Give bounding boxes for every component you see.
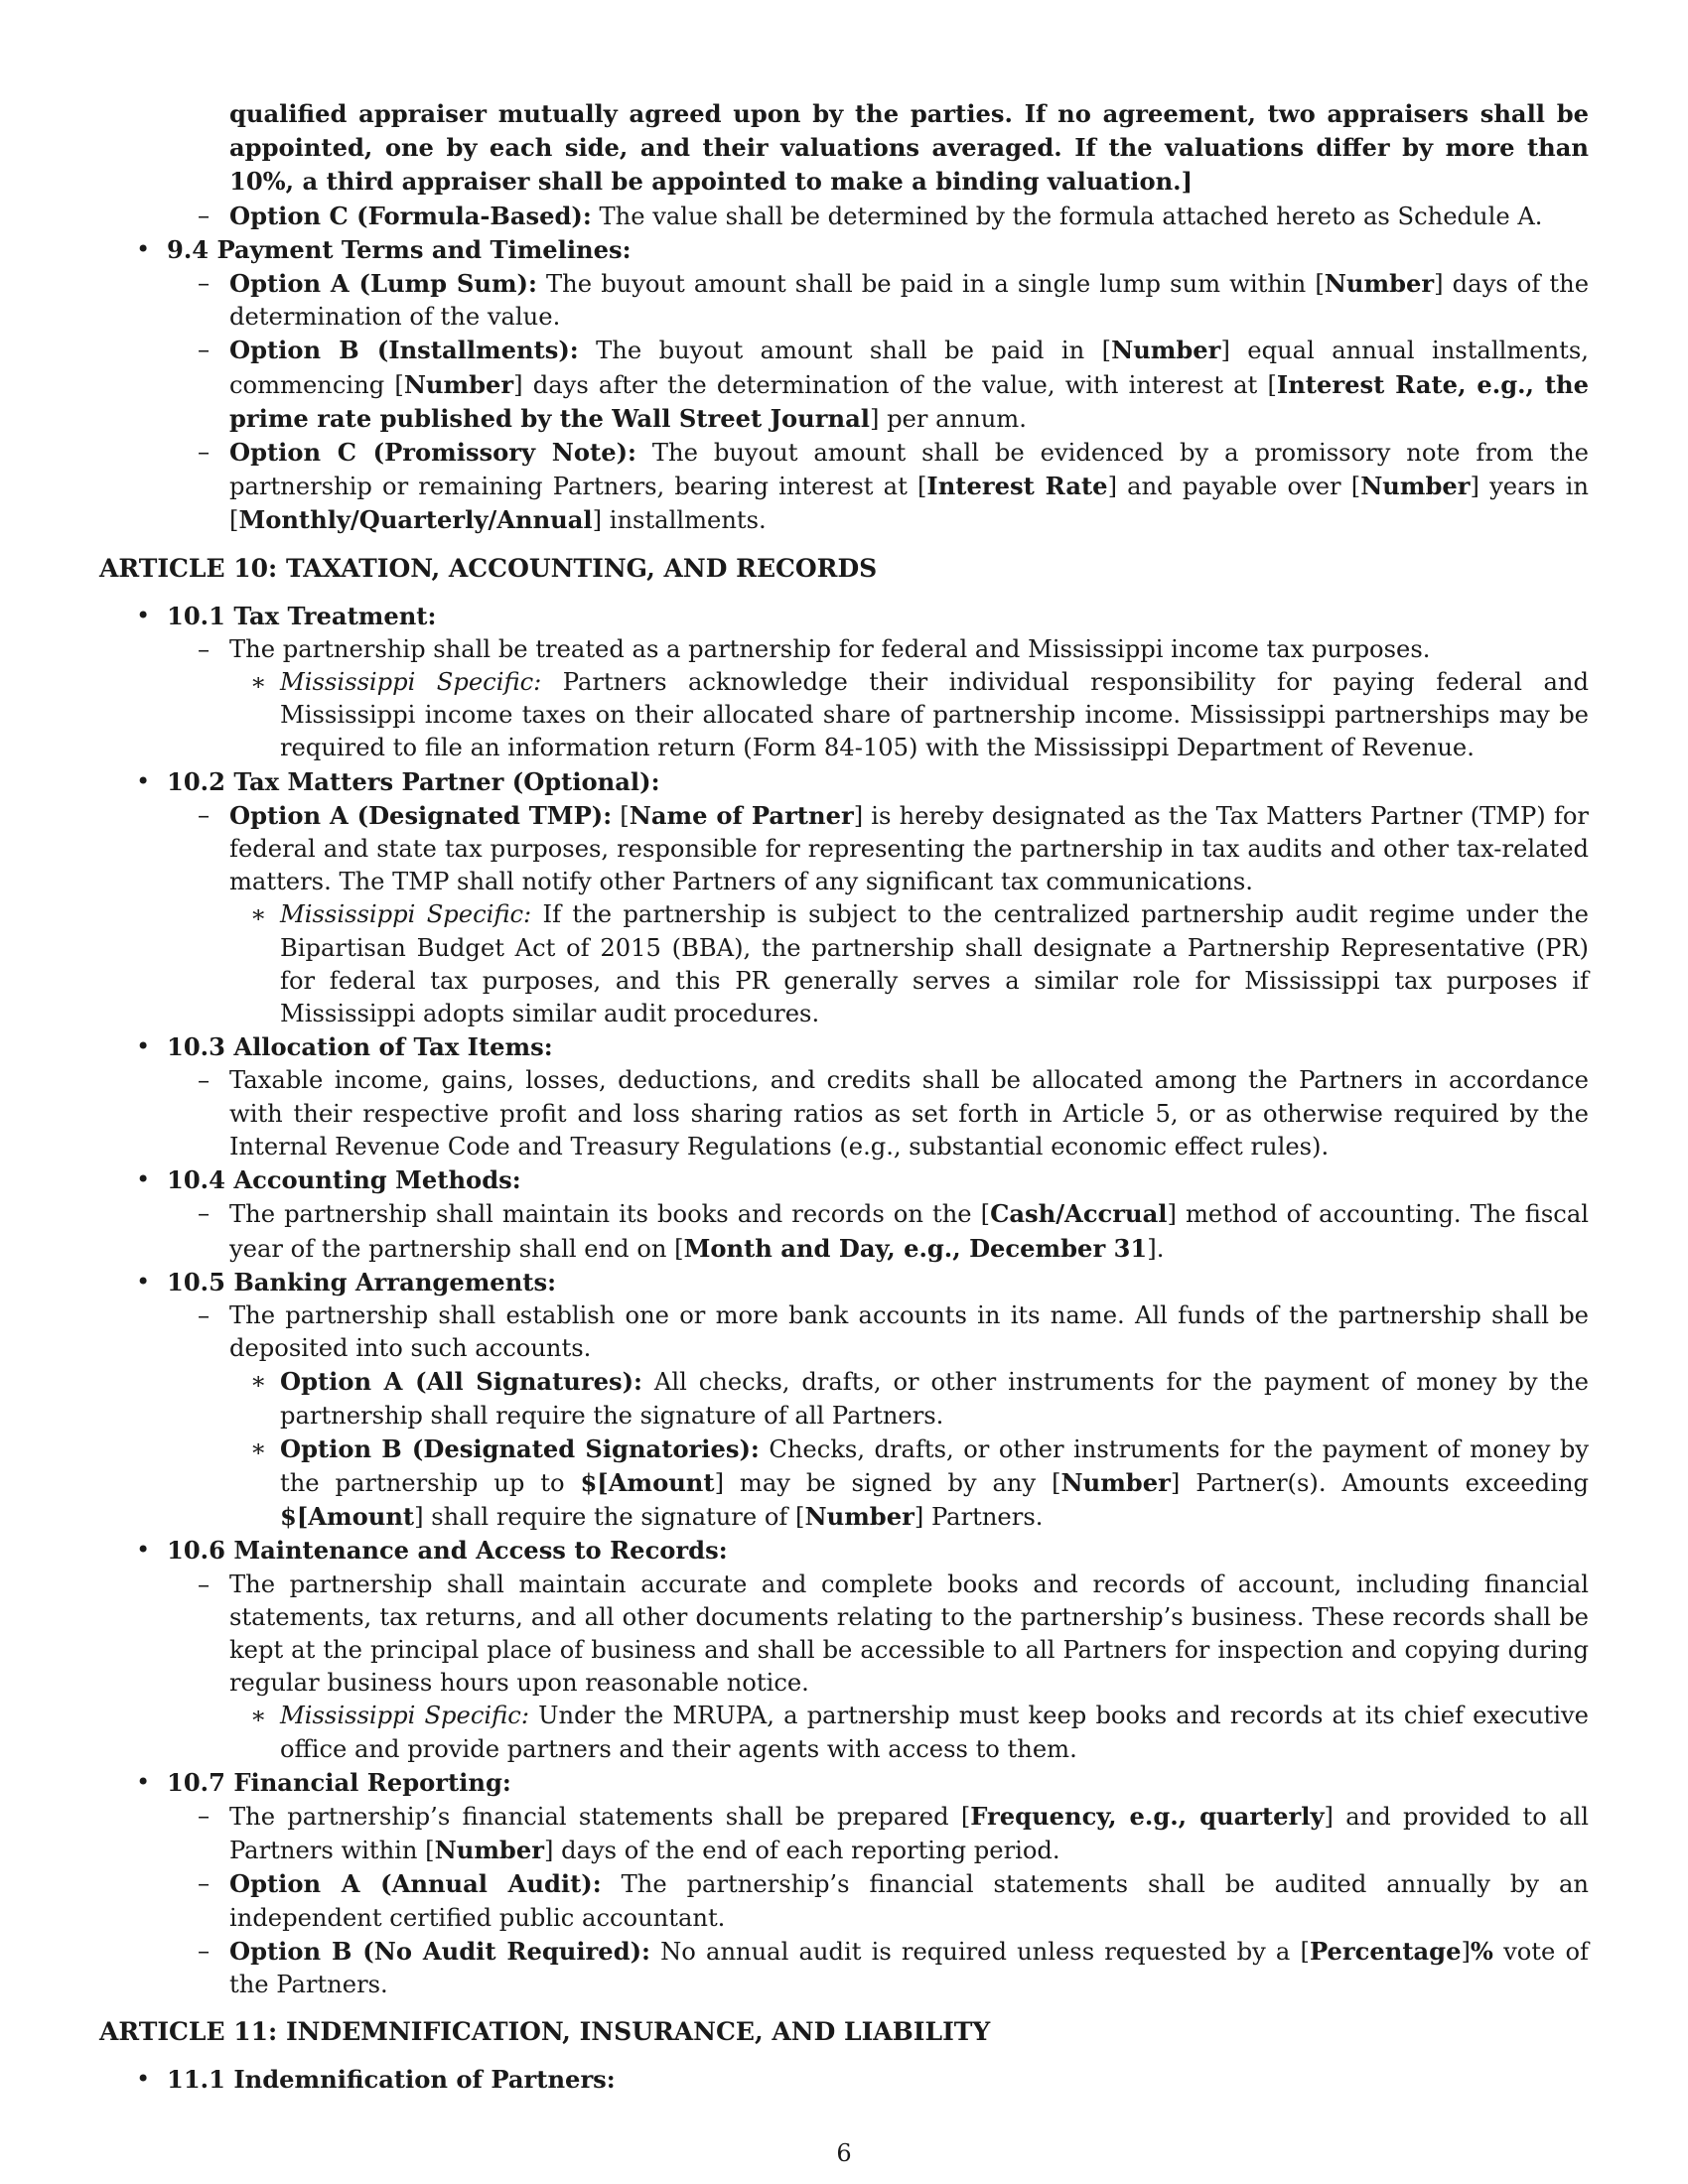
section-9-4-option-c: – Option C (Promissory Note): The buyout amount shall be evidenced by a promissory note from the partnership or remaining Partners, bearing interest at [Interest Rate] and payable over [Number] years in [Monthly/Quarterly/Annual] installments.	[198, 438, 1589, 535]
page-number: 6	[836, 2139, 852, 2167]
section-10-6-mississippi-note: ∗ Mississippi Specific: Under the MRUPA, a partnership must keep books and records at its chief executive office and provide partners and their agents with access to them.	[250, 1702, 1589, 1763]
section-10-3-heading: • 10.3 Allocation of Tax Items:	[136, 1032, 553, 1062]
section-10-5-heading: • 10.5 Banking Arrangements:	[136, 1267, 556, 1297]
section-10-6-heading: • 10.6 Maintenance and Access to Records:	[136, 1536, 728, 1566]
section-10-2-option-a: – Option A (Designated TMP): [Name of Partner] is hereby designated as the Tax Matters Partner (TMP) for federal and state tax purposes, responsible for representing the partnership in tax audits and other tax-related matters. The TMP shall notify other Partners of any significant tax communications.	[198, 800, 1589, 896]
section-10-7-heading: • 10.7 Financial Reporting:	[136, 1767, 511, 1797]
section-10-3-text: – Taxable income, gains, losses, deductions, and credits shall be allocated among the Partners in accordance with their respective profit and loss sharing ratios as set forth in Article 5, or as otherwise required by the Internal Revenue Code and Treasury Regulations (e.g., substantial economic effect rules).	[198, 1066, 1589, 1160]
section-10-2-heading: • 10.2 Tax Matters Partner (Optional):	[136, 766, 660, 796]
option-c-formula: – Option C (Formula-Based): The value shall be determined by the formula attached hereto as Schedule A.	[99, 200, 1589, 233]
section-9-4-option-a: – Option A (Lump Sum): The buyout amount shall be paid in a single lump sum within [Number] days of the determination of the value.	[198, 269, 1590, 332]
section-10-7-text: – The partnership’s financial statements shall be prepared [Frequency, e.g., quarterly] and provided to all Partners within [Number] days of the end of each reporting period.	[198, 1801, 1589, 1865]
section-9-4-option-b: – Option B (Installments): The buyout amount shall be paid in [Number] equal annual installments, commencing [Number] days after the determination of the value, with interest at [Interest Rate, e.g., the prime rate published by the Wall Street Journal] per annum.	[198, 336, 1589, 433]
section-10-1-mississippi-note: ∗ Mississippi Specific: Partners acknowledge their individual responsibility for paying federal and Mississippi income taxes on their allocated share of partnership income. Mississippi partnerships may be required to file an information return (Form 84-105) with the Mississippi Department of Revenue.	[250, 668, 1589, 762]
document-page	[99, 97, 1589, 2097]
section-10-7-option-b: – Option B (No Audit Required): No annual audit is required unless requested by a [Percentage]% vote of the Partners.	[198, 1936, 1589, 1998]
section-10-2-mississippi-note: ∗ Mississippi Specific: If the partnership is subject to the centralized partnership audit regime under the Bipartisan Budget Act of 2015 (BBA), the partnership shall designate a Partnership Representative (PR) for federal tax purposes, and this PR generally serves a similar role for Mississippi tax purposes if Mississippi adopts similar audit procedures.	[250, 900, 1589, 1028]
section-10-5-option-b: ∗ Option B (Designated Signatories): Checks, drafts, or other instruments for the payment of money by the partnership up to $[Amount] may be signed by any [Number] Partner(s). Amounts exceeding $[Amount] shall require the signature of [Number] Partners.	[250, 1433, 1589, 1532]
section-10-5-text: – The partnership shall establish one or more bank accounts in its name. All funds of the partnership shall be deposited into such accounts.	[198, 1300, 1589, 1363]
section-9-4-heading: • 9.4 Payment Terms and Timelines:	[99, 233, 1589, 267]
section-11-1-heading: • 11.1 Indemnification of Partners:	[136, 2065, 616, 2095]
section-10-1-text: – The partnership shall be treated as a partnership for federal and Mississippi income tax purposes.	[198, 634, 1431, 663]
article-11-title: ARTICLE 11: INDEMNIFICATION, INSURANCE, AND LIABILITY	[99, 2017, 991, 2047]
section-10-4-heading: • 10.4 Accounting Methods:	[136, 1165, 521, 1195]
appraiser-clause: qualified appraiser mutually agreed upon by the parties. If no agreement, two appraisers shall be appointed, one by each side, and their valuations averaged. If the valuations differ by more than 10%, a third appraiser shall be appointed to make a binding valuation.]	[229, 99, 1589, 197]
section-10-5-option-a: ∗ Option A (All Signatures): All checks, drafts, or other instruments for the payment of money by the partnership shall require the signature of all Partners.	[250, 1367, 1589, 1430]
section-10-4-text: – The partnership shall maintain its books and records on the [Cash/Accrual] method of accounting. The fiscal year of the partnership shall end on [Month and Day, e.g., December 31].	[198, 1199, 1589, 1263]
dash-marker: –	[198, 201, 211, 229]
continued-paragraph	[99, 97, 1589, 200]
section-10-6-text: – The partnership shall maintain accurate and complete books and records of account, including financial statements, tax returns, and all other documents relating to the partnership’s business. These records shall be kept at the principal place of business and shall be accessible to all Partners for inspection and copying during regular business hours upon reasonable notice.	[198, 1570, 1589, 1698]
article-10-title: ARTICLE 10: TAXATION, ACCOUNTING, AND RECORDS	[99, 553, 878, 583]
section-10-1-heading: • 10.1 Tax Treatment:	[136, 601, 437, 630]
bullet-marker: •	[136, 234, 151, 263]
star-marker: ∗	[250, 668, 267, 697]
section-10-7-option-a: – Option A (Annual Audit): The partnership’s financial statements shall be audited annually by an independent certified public accountant.	[198, 1869, 1589, 1932]
